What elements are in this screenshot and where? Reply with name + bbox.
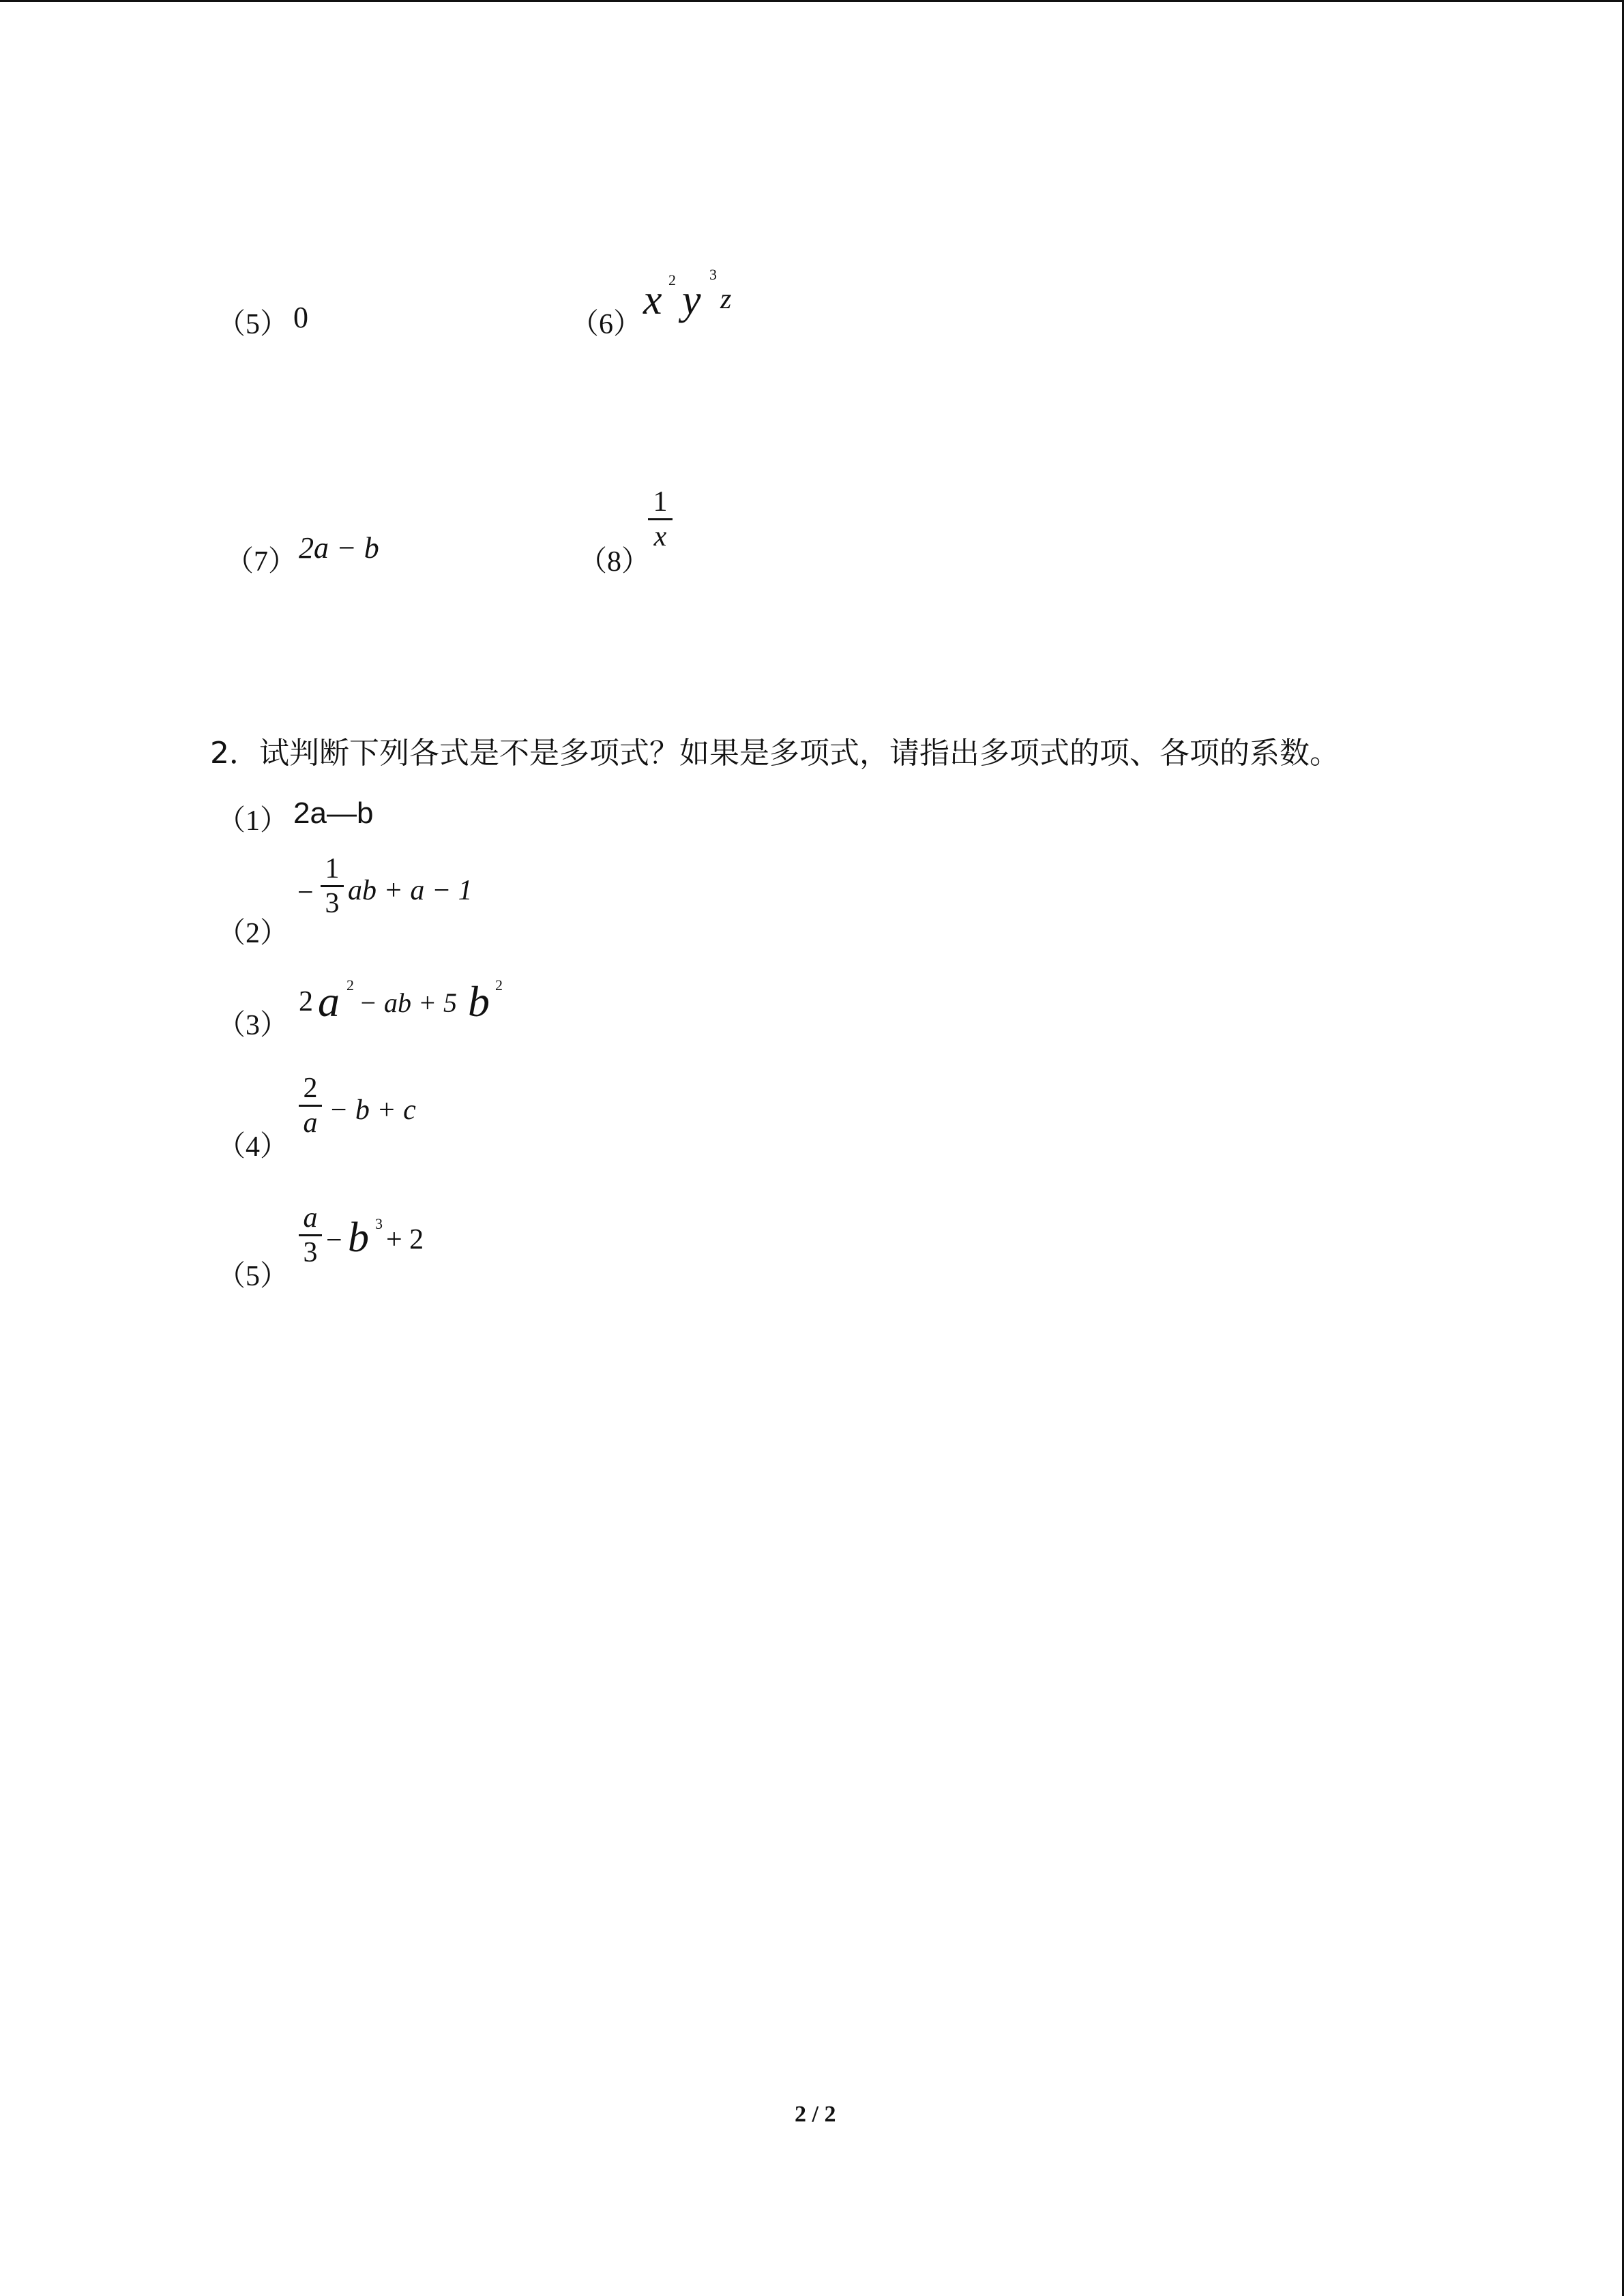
q2-item-3-coefficient: 2 — [299, 986, 313, 1017]
q2-item-5-base-b: b — [348, 1214, 369, 1261]
q2-item-5-exponent-b: 3 — [375, 1215, 383, 1232]
q2-item-2-sign: − — [297, 877, 314, 908]
q2-item-1-label: （1） — [217, 805, 289, 837]
q2-item-5-numerator: a — [303, 1202, 318, 1234]
item-6-base-z: z — [720, 284, 732, 315]
item-6-exponent-x: 2 — [668, 271, 676, 288]
question-2-text: 2．试判断下列各式是不是多项式？如果是多项式，请指出多项式的项、各项的系数。 — [210, 736, 1340, 771]
q2-item-3-base-b: b — [468, 977, 490, 1026]
q2-item-3-label: （3） — [217, 1010, 289, 1041]
item-6-base-x: x — [643, 277, 662, 323]
page-number: 2 / 2 — [795, 2102, 836, 2127]
q2-item-5-denominator: 3 — [303, 1237, 318, 1268]
item-8-fraction — [648, 486, 673, 553]
item-5-expression: 0 — [293, 301, 308, 334]
q2-item-4-numerator: 2 — [303, 1073, 318, 1104]
q2-item-5-rest: + 2 — [386, 1224, 424, 1255]
item-6-label: （6） — [570, 309, 643, 340]
q2-item-5-minus: − — [326, 1225, 342, 1256]
item-8-label: （8） — [578, 546, 651, 578]
item-6-exponent-y: 3 — [709, 266, 717, 283]
q2-item-1-expression: 2a—b — [293, 796, 374, 830]
item-8-numerator: 1 — [653, 486, 668, 518]
item-7-label: （7） — [225, 546, 297, 578]
q2-item-4-label: （4） — [217, 1131, 289, 1163]
q2-item-3-exponent-b: 2 — [495, 976, 503, 994]
q2-item-2-numerator: 1 — [325, 853, 340, 884]
q2-item-3-exponent-a: 2 — [346, 976, 354, 994]
item-7-expression: 2a − b — [299, 531, 379, 565]
item-5-label: （5） — [217, 309, 289, 340]
q2-item-4-rest: − b + c — [329, 1094, 416, 1126]
q2-item-5-label: （5） — [217, 1261, 289, 1292]
q2-item-3-middle: − ab + 5 — [359, 987, 457, 1018]
q2-item-4-denominator: a — [303, 1107, 318, 1139]
item-8-denominator: x — [653, 521, 667, 552]
q2-item-2-denominator: 3 — [325, 888, 340, 919]
q2-item-4-fraction — [299, 1072, 322, 1139]
q2-item-5-fraction — [299, 1202, 322, 1269]
q2-item-2-rest: ab + a − 1 — [348, 875, 473, 906]
item-6-base-y: y — [682, 277, 701, 323]
q2-item-2-label: （2） — [217, 918, 289, 949]
q2-item-2-fraction — [321, 852, 344, 920]
q2-item-3-base-a: a — [318, 977, 340, 1026]
